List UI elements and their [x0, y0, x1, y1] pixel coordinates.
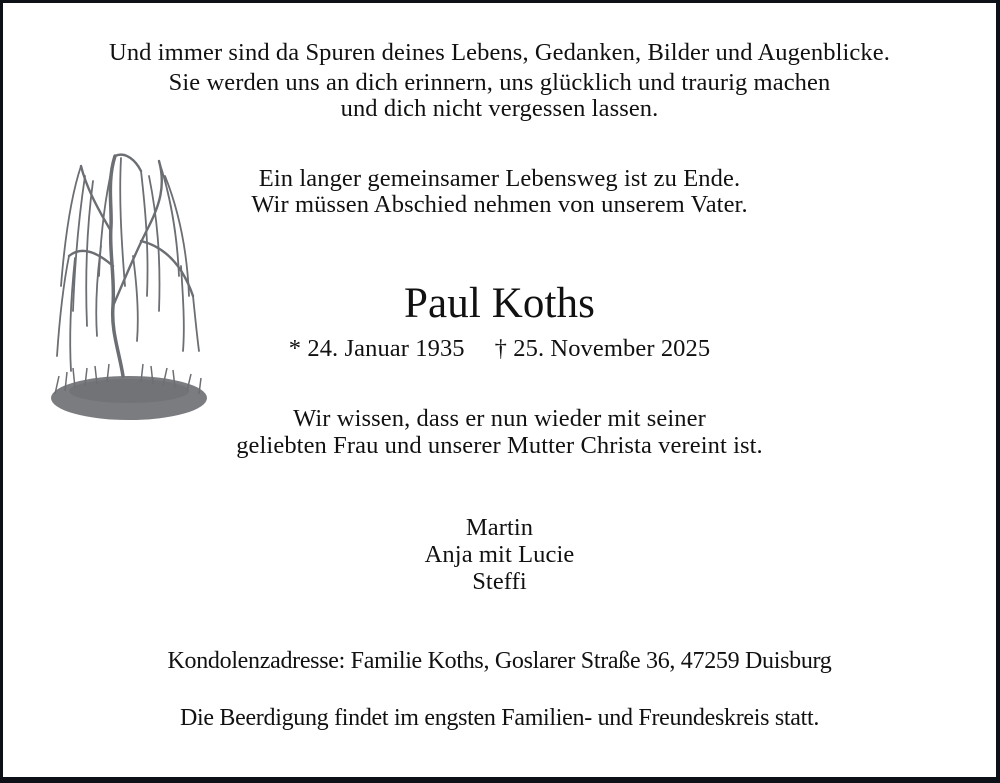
- intro-line-1: Ein langer gemeinsamer Lebensweg ist zu Ende.: [258, 165, 741, 192]
- mourner-name: Steffi: [472, 568, 527, 595]
- life-dates: [3, 335, 996, 362]
- birth-date: * 24. Januar 1935: [288, 335, 465, 362]
- intro-line-2: Wir müssen Abschied nehmen von unserem Vater.: [251, 191, 748, 218]
- death-date: † 25. November 2025: [494, 335, 711, 362]
- message-line-1: Wir wissen, dass er nun wieder mit seiner: [293, 405, 706, 432]
- mourner-name: Anja mit Lucie: [424, 541, 575, 568]
- message-line-2: geliebten Frau und unserer Mutter Christa vereint ist.: [236, 432, 763, 459]
- funeral-note: Die Beerdigung findet im engsten Familien- und Freundeskreis statt.: [179, 705, 820, 731]
- obituary-card: [3, 3, 996, 777]
- poem-line-1: Und immer sind da Spuren deines Lebens, Gedanken, Bilder und Augenblicke.: [109, 39, 890, 66]
- poem-line-3: und dich nicht vergessen lassen.: [340, 95, 659, 122]
- poem-line-2: Sie werden uns an dich erinnern, uns glücklich und traurig machen: [168, 69, 831, 96]
- deceased-name: Paul Koths: [404, 280, 595, 327]
- mourner-name: Martin: [465, 514, 534, 541]
- condolence-address: Kondolenzadresse: Familie Koths, Goslarer Straße 36, 47259 Duisburg: [167, 648, 832, 674]
